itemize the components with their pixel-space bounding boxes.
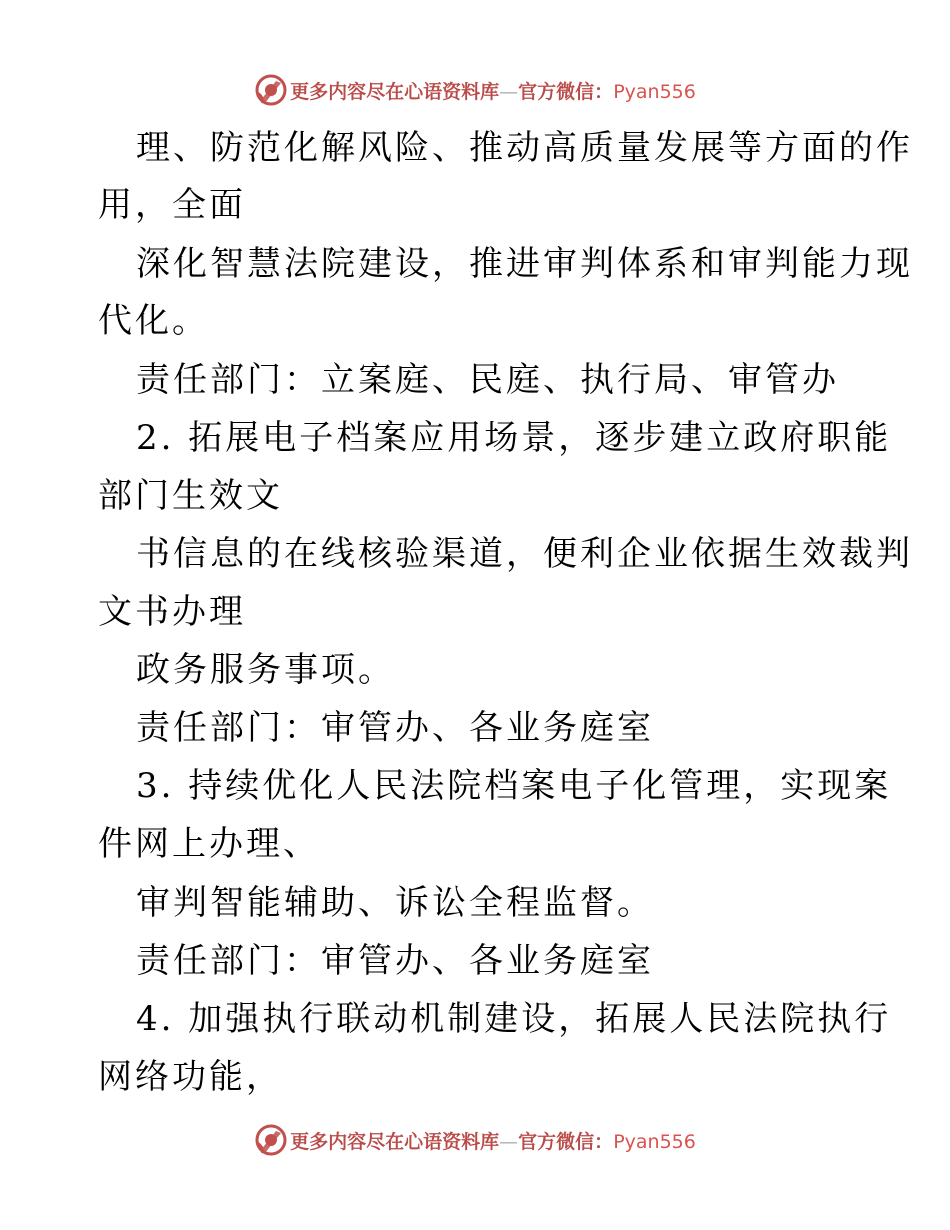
- text-line: 责任部门：审管办、各业务庭室: [136, 708, 654, 748]
- banner-wechat-id: Pyan556: [613, 1130, 696, 1153]
- text-line: 书信息的在线核验渠道，便利企业依据生效裁判: [136, 534, 913, 574]
- text-line: 用，全面: [98, 185, 246, 225]
- text-line: 4. 加强执行联动机制建设，拓展人民法院执行: [136, 999, 892, 1039]
- banner-text: [290, 77, 696, 104]
- text-line: 审判智能辅助、诉讼全程监督。: [136, 883, 654, 923]
- text-line: 政务服务事项。: [136, 650, 395, 690]
- banner-dash: —: [499, 1130, 519, 1153]
- pen-logo-icon: [254, 1123, 288, 1157]
- text-line: 责任部门：审管办、各业务庭室: [136, 941, 654, 981]
- banner-wechat-label: 官方微信：: [518, 1130, 614, 1153]
- text-line: 责任部门：立案庭、民庭、执行局、审管办: [136, 360, 839, 400]
- banner-site-name: 更多内容尽在心语资料库: [290, 80, 500, 103]
- banner-wechat-label: 官方微信：: [518, 80, 614, 103]
- banner-dash: —: [499, 80, 519, 103]
- text-line: 件网上办理、: [98, 824, 320, 864]
- banner-text: [290, 1127, 696, 1154]
- text-line: 文书办理: [98, 592, 246, 632]
- text-line: 深化智慧法院建设，推进审判体系和审判能力现: [136, 244, 913, 284]
- text-line: 网络功能，: [98, 1057, 283, 1097]
- footer-banner: [0, 1122, 950, 1158]
- banner-wechat-id: Pyan556: [613, 80, 696, 103]
- text-line: 2. 拓展电子档案应用场景，逐步建立政府职能: [136, 418, 892, 458]
- text-line: 3. 持续优化人民法院档案电子化管理，实现案: [136, 766, 892, 806]
- banner-site-name: 更多内容尽在心语资料库: [290, 1130, 500, 1153]
- pen-logo-icon: [254, 73, 288, 107]
- header-banner: [0, 72, 950, 108]
- text-line: 部门生效文: [98, 476, 283, 516]
- text-line: 理、防范化解风险、推动高质量发展等方面的作: [136, 128, 913, 168]
- text-line: 代化。: [98, 301, 209, 341]
